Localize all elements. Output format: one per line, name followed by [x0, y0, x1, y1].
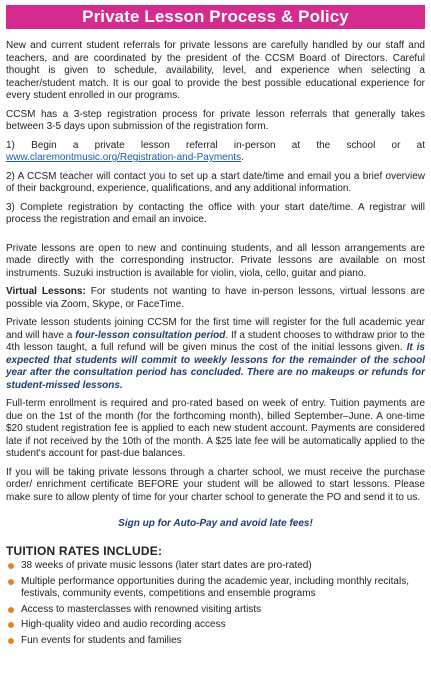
- bullet-icon: [8, 607, 14, 613]
- step-1-end: .: [241, 152, 244, 163]
- intro-paragraph: New and current student referrals for private lessons are carefully handled by our staff and teachers, and are coordinated by the president of the CCSM Board of Directors. Careful thought is given to schedule, availability, level, and experience when selecting a teacher/student match. It is our goal to provide the best possible educational experience for every student enrolled in our programs.: [6, 40, 425, 101]
- rate-item-text: Fun events for students and families: [21, 634, 182, 646]
- step-2: 2) A CCSM teacher will contact you to set up a start date/time and email you a brief overview of their background, experience, qualifications, and any additional information.: [6, 170, 425, 194]
- consultation-emphasis-1: four-lesson consultation period: [75, 329, 226, 341]
- rates-list: [6, 560, 425, 647]
- consultation-text-2: . If a student chooses to withdraw prior to the 4th lesson taught, a full refund will be given minus the cost of the initial lessons given.: [6, 329, 425, 353]
- autopay-callout: Sign up for Auto-Pay and avoid late fees!: [118, 518, 313, 529]
- bullet-icon: [8, 563, 14, 569]
- rate-item-text: High-quality video and audio recording access: [21, 619, 226, 630]
- bullet-icon: [8, 622, 14, 628]
- consultation-text-1: Private lesson students joining CCSM for the first time will register for the full academic year and will have a: [6, 317, 425, 341]
- list-item: [6, 560, 425, 573]
- list-item: [6, 576, 425, 601]
- list-item: [6, 619, 425, 632]
- virtual-label: Virtual Lessons:: [6, 286, 86, 297]
- page-title-banner: [6, 5, 425, 29]
- charter-paragraph: If you will be taking private lessons through a charter school, we must receive the purchase order/ enrichment certificate BEFORE your student will be allowed to start lessons. Please make sure to allow plenty of time for your charter school to generate the PO and send it to us.: [6, 466, 425, 503]
- consultation-paragraph: [6, 317, 425, 392]
- rate-item-text: Multiple performance opportunities during the academic year, including monthly recitals, festivals, community events, competitions and ensemble programs: [21, 575, 409, 599]
- virtual-paragraph: [6, 286, 425, 311]
- rate-item-text: 38 weeks of private music lessons (later start dates are pro-rated): [21, 560, 312, 571]
- registration-link[interactable]: www.claremontmusic.org/Registration-and-Payments: [6, 152, 242, 163]
- rates-heading: TUITION RATES INCLUDE:: [6, 543, 163, 558]
- bullet-icon: [8, 579, 14, 585]
- consultation-emphasis-2: It is expected that students will commit to weekly lessons for the remainder of the school year after the consultation period has concluded. There are no makeups or refunds for student-missed lessons.: [6, 342, 425, 391]
- policy-content: [6, 40, 425, 650]
- rate-item-text: Access to masterclasses with renowned visiting artists: [21, 603, 262, 615]
- step-1: [6, 140, 425, 165]
- list-item: [6, 635, 425, 648]
- virtual-text: For students not wanting to have in-person lessons, virtual lessons are possible via Zoom, Skype, or FaceTime.: [6, 286, 425, 310]
- bullet-icon: [8, 638, 14, 644]
- list-item: [6, 604, 425, 617]
- tuition-policy-paragraph: Full-term enrollment is required and pro-rated based on week of entry. Tuition payments are due on the 1st of the month (for the forthcoming month), billed September–June. A one-time $20 student registration fee is applied to each new student account. Payments are considered late if not received by the 10th of the month. A $25 late fee will be automatically applied to the student's account for past-due balances.: [6, 398, 425, 459]
- step-3: 3) Complete registration by contacting the office with your start date/time. A registrar will process the registration and email an invoice.: [6, 201, 425, 225]
- step-1-text: 1) Begin a private lesson referral in-person at the school or at: [6, 139, 425, 151]
- availability-paragraph: Private lessons are open to new and continuing students, and all lesson arrangements are made directly with the corresponding instructor. Private lessons are available on most instruments. Suzuki instruction is available for violin, viola, cello, guitar and piano.: [6, 242, 425, 279]
- page-title: Private Lesson Process & Policy: [82, 7, 349, 26]
- process-paragraph: CCSM has a 3-step registration process for private lesson referrals that generally takes between 3-5 days upon submission of the registration form.: [6, 108, 425, 132]
